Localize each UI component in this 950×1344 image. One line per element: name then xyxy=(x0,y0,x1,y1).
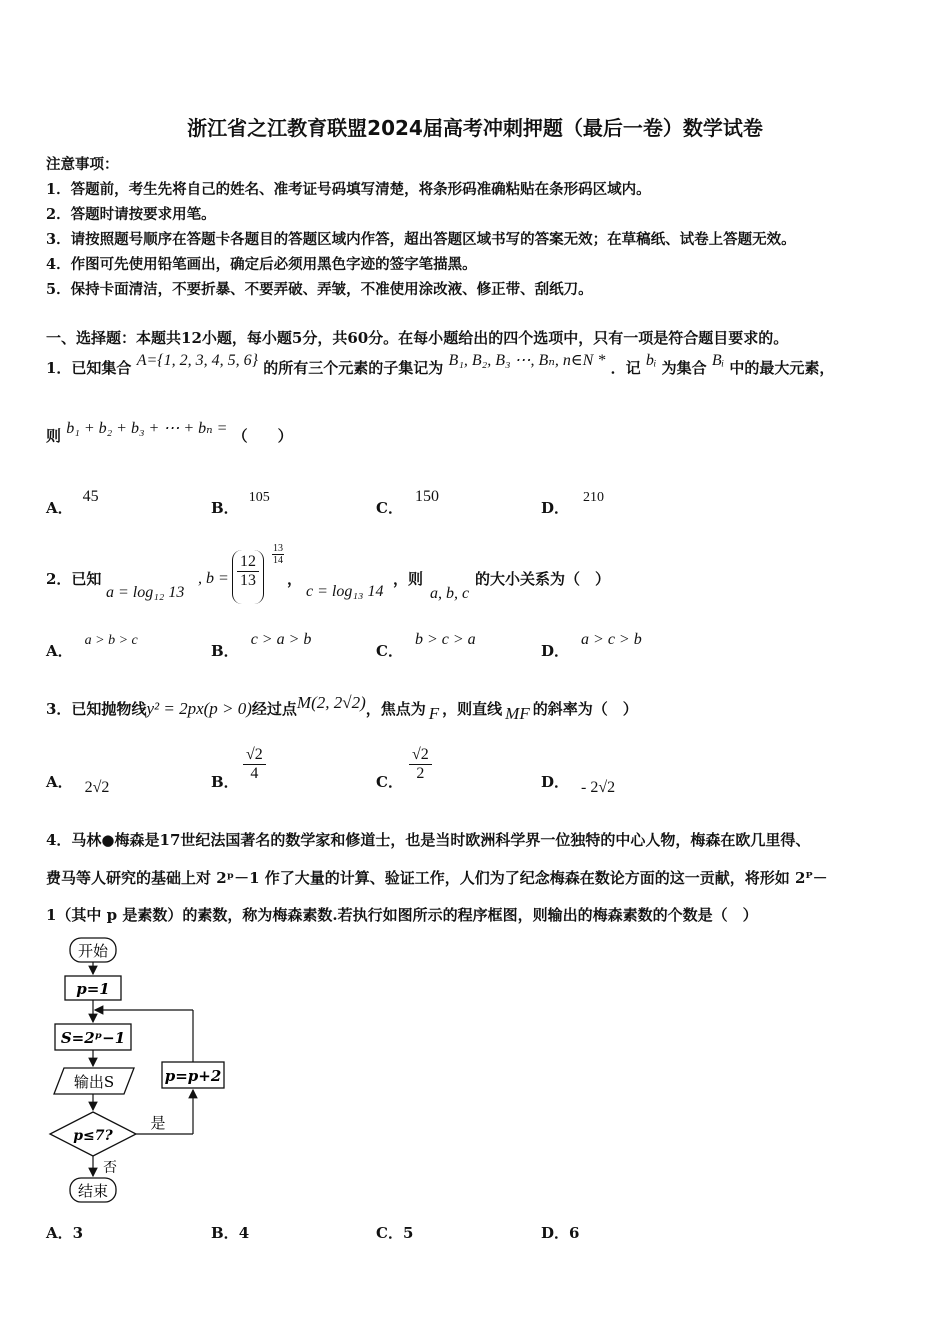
q3-option-a[interactable] xyxy=(46,771,110,796)
q1-sum: b₁ + b₂ + b₃ + ⋯ + bₙ = xyxy=(66,420,228,437)
option-label: C． xyxy=(376,1224,403,1242)
option-value: 210 xyxy=(583,490,605,505)
q2-abc xyxy=(430,583,469,603)
option-value: b > c > a xyxy=(414,631,476,648)
option-label: B． xyxy=(211,773,239,791)
q3-focus: F xyxy=(428,704,440,723)
frac-den: 4 xyxy=(250,765,259,782)
option-value: 5 xyxy=(402,1224,414,1242)
option-label: D． xyxy=(541,773,570,791)
note-item: 4．作图可先使用铅笔画出，确定后必须用黑色字迹的签字笔描黑。 xyxy=(46,256,477,273)
page-title: 浙江省之江教育联盟2024届高考冲刺押题（最后一卷）数学试卷 xyxy=(187,116,763,140)
q3-text: ，焦点为 xyxy=(365,700,426,718)
flow-end-label: 结束 xyxy=(77,1182,109,1200)
q2-option-d[interactable] xyxy=(541,631,642,661)
q1-text: （ ） xyxy=(232,427,293,445)
option-label: A． xyxy=(46,642,73,660)
note-item: 5．保持卡面清洁，不要折暴、不要弄破、弄皱，不准使用涂改液、修正带、刮纸刀。 xyxy=(46,281,593,298)
q3-text: 3．已知抛物线 xyxy=(46,700,147,718)
q3-option-c-frac xyxy=(409,746,432,783)
frac-den: 2 xyxy=(416,765,425,782)
q1-option-c[interactable] xyxy=(376,488,439,518)
option-value: c > a > b xyxy=(250,631,312,648)
option-label: B． xyxy=(211,642,239,660)
q1-set: A={1, 2, 3, 4, 5, 6} xyxy=(136,352,259,369)
q1-bi: bᵢ xyxy=(645,352,657,369)
q1-option-d[interactable] xyxy=(541,490,605,518)
q2-option-c[interactable] xyxy=(376,631,476,661)
flow-no-label: 否 xyxy=(103,1160,117,1176)
q2-b-exponent xyxy=(272,543,284,566)
q2-b-paren xyxy=(232,550,264,604)
q2-exp-den: 14 xyxy=(273,555,283,566)
frac-num: √2 xyxy=(243,746,266,765)
q2-a xyxy=(106,582,184,602)
option-label: D． xyxy=(541,642,570,660)
flow-condition-label: p≤7? xyxy=(73,1128,113,1144)
option-value: a > c > b xyxy=(581,631,642,648)
question-3 xyxy=(46,693,638,723)
q3-option-b[interactable] xyxy=(211,771,239,792)
option-label: D． xyxy=(541,1224,570,1242)
flowchart xyxy=(40,930,240,1210)
q2-c-expr: c = log₁₃ 14 xyxy=(306,583,384,600)
q2-comma: ， xyxy=(287,570,303,588)
option-value: 2√2 xyxy=(84,779,110,796)
option-label: D． xyxy=(541,499,570,517)
q4-line: 费马等人研究的基础上对 2ᵖ－1 作了大量的计算、验证工作，人们为了纪念梅森在数论方面的这一贡献，将形如 2ᴾ－ xyxy=(46,869,828,887)
q2-option-a[interactable] xyxy=(46,633,138,661)
flow-compute-label: S=2ᵖ−1 xyxy=(60,1029,126,1047)
option-value: - 2√2 xyxy=(581,779,616,796)
notes-heading: 注意事项： xyxy=(46,156,119,173)
flow-start-label: 开始 xyxy=(77,942,109,960)
section-heading: 一、选择题：本题共12小题，每小题5分，共60分。在每小题给出的四个选项中，只有一项是符合题目要求的。 xyxy=(46,329,789,347)
option-label: A． xyxy=(46,1224,73,1242)
option-label: B． xyxy=(211,499,239,517)
option-value: 105 xyxy=(248,490,270,505)
q4-option-d[interactable] xyxy=(541,1222,579,1243)
q2-b xyxy=(198,568,229,588)
q3-line: MF xyxy=(505,704,530,723)
q4-option-b[interactable] xyxy=(211,1222,249,1243)
q3-text: ，则直线 xyxy=(442,700,503,718)
option-label: A． xyxy=(46,499,73,517)
q4-line: 4．马林●梅森是17世纪法国著名的数学家和修道士，也是当时欧洲科学界一位独特的中心人物，梅森在欧几里得、 xyxy=(46,831,811,849)
q3-parabola: y² = 2px(p > 0) xyxy=(146,699,252,718)
q1-text: 1．已知集合 xyxy=(46,359,132,377)
option-label: C． xyxy=(376,642,403,660)
q1-option-a[interactable] xyxy=(46,488,99,518)
q4-option-a[interactable] xyxy=(46,1222,83,1243)
option-label: B． xyxy=(211,1224,239,1242)
q1-option-b[interactable] xyxy=(211,490,270,518)
q4-line: 1（其中 p 是素数）的素数，称为梅森素数.若执行如图所示的程序框图，则输出的梅森素数的个数是（ ） xyxy=(46,906,758,924)
note-item: 3．请按照题号顺序在答题卡各题目的答题区域内作答，超出答题区域书写的答案无效；在草稿纸、试卷上答题无效。 xyxy=(46,231,796,248)
option-value: 3 xyxy=(72,1224,84,1242)
q2-c xyxy=(306,581,383,601)
q2-text: ，则 xyxy=(393,570,424,588)
q1-subsets: B₁, B₂, B₃ ⋯, Bₙ, n∈N * xyxy=(448,352,606,369)
question-1 xyxy=(46,352,835,378)
flow-yes-label: 是 xyxy=(150,1114,166,1132)
option-label: C． xyxy=(376,773,403,791)
q2-prefix: 2．已知 xyxy=(46,570,102,588)
note-item: 1．答题前，考生先将自己的姓名、准考证号码填写清楚，将条形码准确粘贴在条形码区域内。 xyxy=(46,181,651,198)
option-value: 45 xyxy=(82,488,99,505)
q2-b-den: 13 xyxy=(240,572,256,589)
q1-text: 则 xyxy=(46,427,62,445)
q3-option-b-frac xyxy=(243,746,266,783)
q2-exp-num: 13 xyxy=(273,543,283,554)
option-value: 6 xyxy=(569,1224,580,1242)
q3-option-c[interactable] xyxy=(376,771,403,792)
flow-output-label: 输出S xyxy=(73,1073,115,1091)
q2-b-frac xyxy=(237,553,259,590)
q3-text: 经过点 xyxy=(251,700,297,718)
option-value: a > b > c xyxy=(84,633,138,648)
question-1-line2 xyxy=(46,420,293,446)
q2-b-pre: , b = xyxy=(198,570,229,587)
q4-option-c[interactable] xyxy=(376,1222,413,1243)
q2-b-num: 12 xyxy=(237,553,259,572)
q3-text: 的斜率为（ ） xyxy=(532,700,638,718)
flow-update-label: p=p+2 xyxy=(164,1067,222,1085)
q3-option-d[interactable] xyxy=(541,771,616,796)
q1-Bi: Bᵢ xyxy=(711,352,725,369)
q2-a-expr: a = log₁₂ 13 xyxy=(106,584,185,601)
option-label: C． xyxy=(376,499,403,517)
option-label: A． xyxy=(46,773,73,791)
q2-text: 的大小关系为（ ） xyxy=(475,570,611,588)
option-value: 4 xyxy=(238,1224,250,1242)
frac-num: √2 xyxy=(409,746,432,765)
q2-exp-frac xyxy=(272,543,284,566)
fraction xyxy=(243,746,266,783)
q1-text: 中的最大元素， xyxy=(729,359,835,377)
note-item: 2．答题时请按要求用笔。 xyxy=(46,206,216,223)
q1-text: ．记 xyxy=(610,359,641,377)
q2-abc-expr: a, b, c xyxy=(430,585,470,602)
q1-text: 为集合 xyxy=(661,359,707,377)
option-value: 150 xyxy=(414,488,439,505)
fraction xyxy=(409,746,432,783)
q3-point: M(2, 2√2) xyxy=(296,693,366,712)
q1-text: 的所有三个元素的子集记为 xyxy=(263,359,444,377)
flow-init-label: p=1 xyxy=(76,980,110,998)
q2-option-b[interactable] xyxy=(211,631,312,661)
